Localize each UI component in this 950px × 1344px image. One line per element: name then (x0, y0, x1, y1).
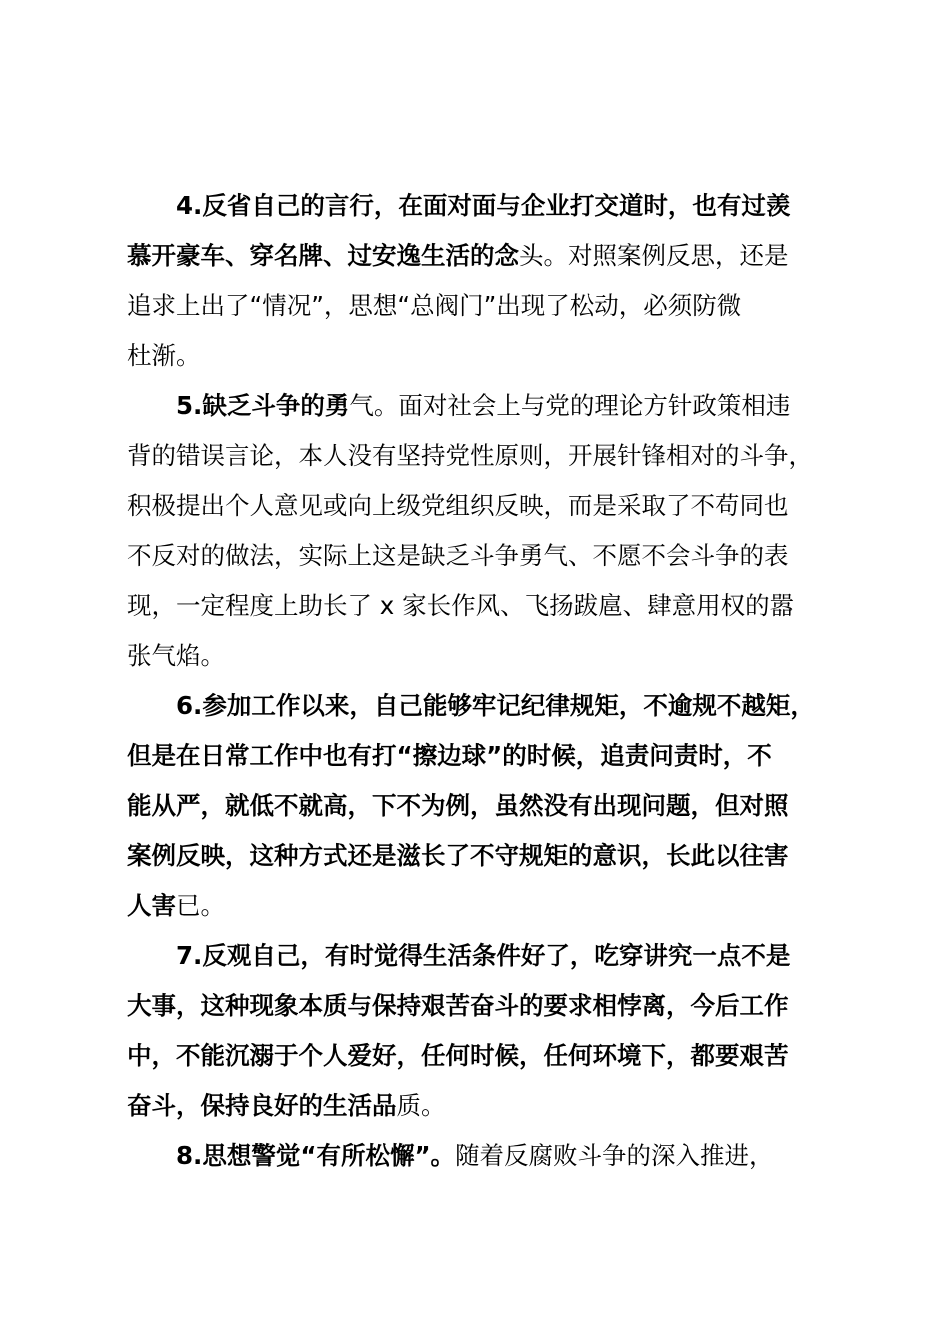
bold-text: 大事，这种现象本质与保持艰苦奋斗的要求相悖离，今后工作 (127, 991, 789, 1020)
normal-text: 背的错误言论，本人没有坚持党性原则，开展针锋相对的斗争， (127, 441, 813, 470)
bold-text: 7.反观自己，有时觉得生活条件好了，吃穿讲究一点不是 (176, 941, 791, 970)
text-line (127, 881, 831, 931)
paragraph-5 (127, 1131, 831, 1181)
bold-text: 奋斗，保持良好的生活品 (127, 1091, 397, 1120)
bold-text: 4.反省自己的言行，在面对面与企业打交道时，也有过羡 (176, 191, 791, 220)
bold-text: 能从严，就低不就高，下不为例，虽然没有出现问题，但对照 (127, 791, 789, 820)
text-line (127, 181, 831, 231)
document-body (127, 181, 831, 1181)
bold-text: 但是在日常工作中也有打“擦边球”的时候，追责问责时，不 (127, 741, 772, 770)
normal-text: 不反对的做法，实际上这是缺乏斗争勇气、不愿不会斗争的表 (127, 541, 789, 570)
bold-text: 5.缺乏斗争的勇 (176, 391, 350, 420)
text-line (127, 1081, 831, 1131)
normal-text: 质。 (396, 1091, 446, 1120)
normal-text: 随着反腐败斗争的深入推进， (455, 1141, 774, 1170)
text-line (127, 531, 831, 581)
text-line (127, 631, 831, 681)
normal-text: 积极提出个人意见或向上级党组织反映，而是采取了不苟同也 (127, 491, 789, 520)
normal-text: 追求上出了“情况”，思想“总阀门”出现了松动，必须防微 (127, 291, 742, 320)
text-line (127, 431, 831, 481)
text-line (127, 231, 831, 281)
text-line (127, 1131, 831, 1181)
paragraph-4 (127, 931, 831, 1131)
normal-text: 气。面对社会上与党的理论方针政策相违 (349, 391, 791, 420)
text-line (127, 481, 831, 531)
normal-text: 张气焰。 (127, 641, 225, 670)
normal-text: 已。 (176, 891, 225, 920)
paragraph-3 (127, 681, 831, 931)
normal-text: 杜渐。 (127, 341, 201, 370)
text-line (127, 831, 831, 881)
bold-text: 8.思想警觉“有所松懈”。 (176, 1141, 456, 1170)
bold-text: 中，不能沉溺于个人爱好，任何时候，任何环境下，都要艰苦 (127, 1041, 789, 1070)
text-line (127, 781, 831, 831)
bold-text: 案例反映，这种方式还是滋长了不守规矩的意识，长此以往害 (127, 841, 789, 870)
text-line (127, 331, 831, 381)
text-line (127, 731, 831, 781)
bold-text: 6.参加工作以来，自己能够牢记纪律规矩，不逾规不越矩， (176, 691, 815, 720)
text-line (127, 381, 831, 431)
text-line (127, 931, 831, 981)
text-line (127, 1031, 831, 1081)
bold-text: 人害 (127, 891, 176, 920)
bold-text: 慕开豪车、穿名牌、过安逸生活的念 (127, 241, 519, 270)
text-line (127, 981, 831, 1031)
normal-text: 头。对照案例反思，还是 (519, 241, 789, 270)
paragraph-1 (127, 181, 831, 381)
text-line (127, 581, 831, 631)
text-line (127, 281, 831, 331)
normal-text: 现，一定程度上助长了 x 家长作风、飞扬跋扈、肆意用权的嚣 (127, 591, 795, 620)
text-line (127, 681, 831, 731)
paragraph-2 (127, 381, 831, 681)
